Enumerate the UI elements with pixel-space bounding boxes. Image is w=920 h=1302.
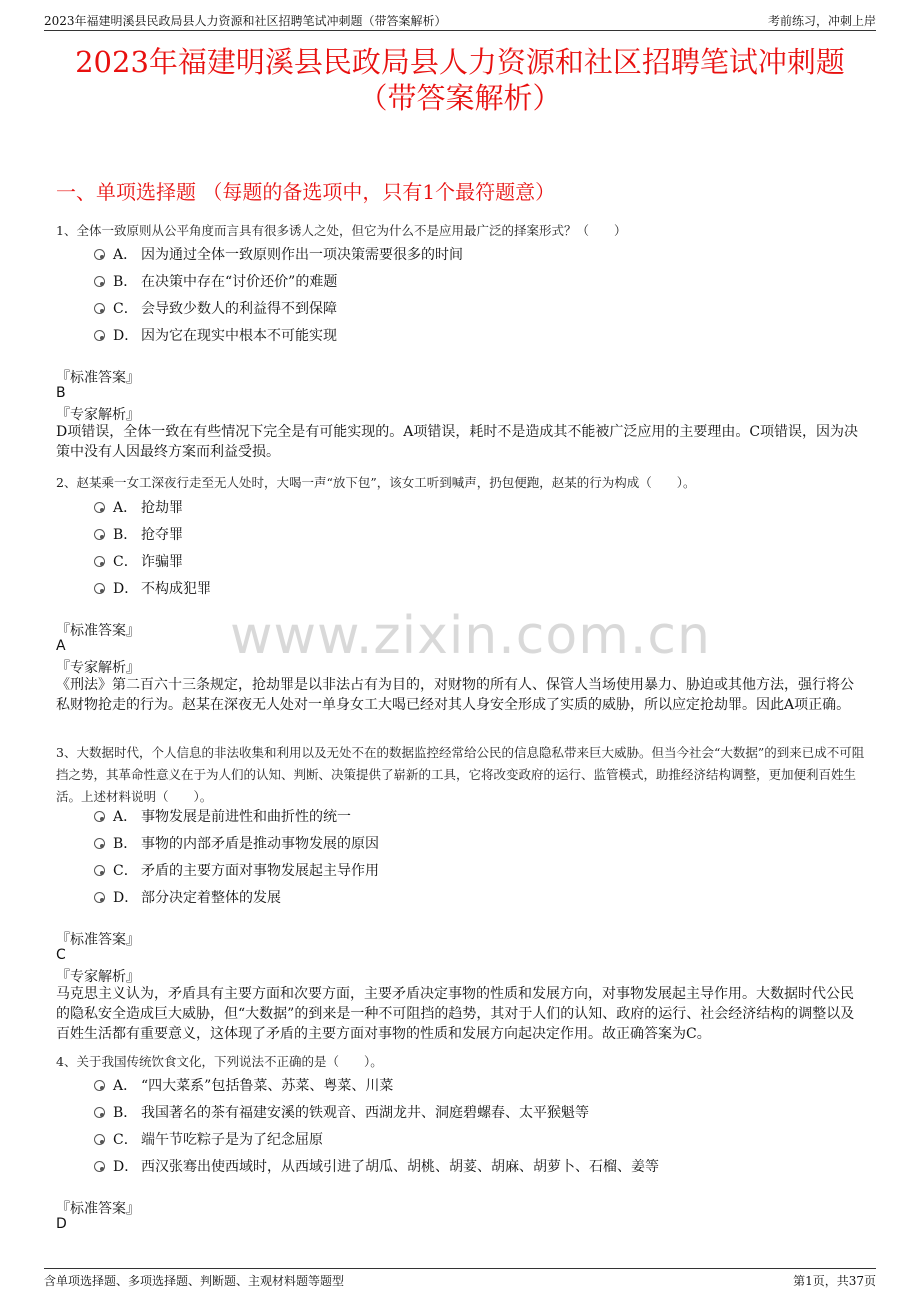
option-1b[interactable]: B． 在决策中存在“讨价还价”的难题 — [94, 271, 337, 291]
radio-icon[interactable] — [94, 303, 105, 314]
page-header — [44, 10, 876, 31]
header-doc-title: 2023年福建明溪县民政局县人力资源和社区招聘笔试冲刺题（带答案解析） — [44, 14, 447, 28]
option-4c[interactable]: C． 端午节吃粽子是为了纪念屈原 — [94, 1129, 323, 1149]
option-3c[interactable]: C． 矛盾的主要方面对事物发展起主导作用 — [94, 860, 379, 880]
answer-label-1: 『标准答案』 — [56, 370, 140, 386]
radio-icon[interactable] — [94, 502, 105, 513]
page-footer — [44, 1268, 876, 1289]
analysis-text-2: 《刑法》第二百六十三条规定，抢劫罪是以非法占有为目的，对财物的所有人、保管人当场使用暴力、胁迫或其他方法，强行将公私财物抢走的行为。赵某在深夜无人处对一单身女工大喝已经对其人身安全形成了实质的威胁，所以应定抢劫罪。因此A项正确。 — [56, 677, 854, 713]
option-2c[interactable]: C． 诈骗罪 — [94, 551, 183, 571]
page-number: 第1页，共37页 — [793, 1274, 876, 1288]
option-2b[interactable]: B． 抢夺罪 — [94, 524, 183, 544]
radio-icon[interactable] — [94, 811, 105, 822]
title-line-2: （带答案解析） — [358, 81, 562, 115]
answer-value-3: C — [56, 947, 66, 963]
radio-icon[interactable] — [94, 838, 105, 849]
option-1d[interactable]: D． 因为它在现实中根本不可能实现 — [94, 325, 337, 345]
radio-icon[interactable] — [94, 1134, 105, 1145]
analysis-label-2: 『专家解析』 — [56, 660, 140, 676]
footer-question-types: 含单项选择题、多项选择题、判断题、主观材料题等题型 — [44, 1274, 345, 1288]
answer-value-2: A — [56, 638, 66, 654]
option-2d[interactable]: D． 不构成犯罪 — [94, 578, 211, 598]
option-3b[interactable]: B． 事物的内部矛盾是推动事物发展的原因 — [94, 833, 379, 853]
option-1c[interactable]: C． 会导致少数人的利益得不到保障 — [94, 298, 337, 318]
answer-label-2: 『标准答案』 — [56, 623, 140, 639]
option-2a[interactable]: A． 抢劫罪 — [94, 497, 183, 517]
analysis-text-1: D项错误，全体一致在有些情况下完全是有可能实现的。A项错误，耗时不是造成其不能被广泛应用的主要理由。C项错误，因为决策中没有人因最终方案而利益受损。 — [56, 424, 859, 460]
option-4b[interactable]: B． 我国著名的茶有福建安溪的铁观音、西湖龙井、洞庭碧螺春、太平猴魁等 — [94, 1102, 589, 1122]
option-3a[interactable]: A． 事物发展是前进性和曲折性的统一 — [94, 806, 351, 826]
watermark: www.zixin.com.cn — [230, 606, 711, 666]
question-stem-3: 3、大数据时代，个人信息的非法收集和利用以及无处不在的数据监控经常给公民的信息隐私带来巨大威胁。但当今社会“大数据”的到来已成不可阻挡之势，其革命性意义在于为人们的认知、判断、决策提供了崭新的工具，它将改变政府的运行、监管模式，助推经济结构调整，更加便利百姓生活。上述材料说明（ ）。 — [56, 745, 865, 804]
option-4a[interactable]: A． “四大菜系”包括鲁菜、苏菜、粤菜、川菜 — [94, 1075, 393, 1095]
answer-value-4: D — [56, 1216, 67, 1232]
document-title — [0, 44, 920, 116]
radio-icon[interactable] — [94, 556, 105, 567]
analysis-text-3: 马克思主义认为，矛盾具有主要方面和次要方面，主要矛盾决定事物的性质和发展方向，对事物发展起主导作用。大数据时代公民的隐私安全造成巨大威胁，但“大数据”的到来是一种不可阻挡的趋势，其对于人们的认知、政府的运行、社会经济结构的调整以及百姓生活都有重要意义，这体现了矛盾的主要方面对事物的性质和发展方向起决定作用。故正确答案为C。 — [56, 986, 855, 1042]
radio-icon[interactable] — [94, 892, 105, 903]
title-line-1: 2023年福建明溪县民政局县人力资源和社区招聘笔试冲刺题 — [75, 45, 845, 79]
question-stem-2: 2、赵某乘一女工深夜行走至无人处时，大喝一声“放下包”，该女工听到喊声，扔包便跑，赵某的行为构成（ ）。 — [56, 475, 696, 490]
radio-icon[interactable] — [94, 330, 105, 341]
radio-icon[interactable] — [94, 529, 105, 540]
radio-icon[interactable] — [94, 1161, 105, 1172]
radio-icon[interactable] — [94, 865, 105, 876]
analysis-label-1: 『专家解析』 — [56, 407, 140, 423]
option-4d[interactable]: D． 西汉张骞出使西域时，从西域引进了胡瓜、胡桃、胡荽、胡麻、胡萝卜、石榴、姜等 — [94, 1156, 659, 1176]
radio-icon[interactable] — [94, 1107, 105, 1118]
header-slogan: 考前练习，冲刺上岸 — [767, 14, 876, 28]
radio-icon[interactable] — [94, 249, 105, 260]
radio-icon[interactable] — [94, 1080, 105, 1091]
answer-label-3: 『标准答案』 — [56, 932, 140, 948]
answer-label-4: 『标准答案』 — [56, 1201, 140, 1217]
option-1a[interactable]: A． 因为通过全体一致原则作出一项决策需要很多的时间 — [94, 244, 463, 264]
option-3d[interactable]: D． 部分决定着整体的发展 — [94, 887, 281, 907]
analysis-label-3: 『专家解析』 — [56, 969, 140, 985]
section-title: 一、单项选择题 （每题的备选项中，只有1个最符题意） — [56, 180, 556, 204]
radio-icon[interactable] — [94, 583, 105, 594]
answer-value-1: B — [56, 385, 66, 401]
radio-icon[interactable] — [94, 276, 105, 287]
question-stem-1: 1、全体一致原则从公平角度而言具有很多诱人之处，但它为什么不是应用最广泛的择案形式？（ ） — [56, 223, 627, 238]
question-stem-4: 4、关于我国传统饮食文化，下列说法不正确的是（ ）。 — [56, 1054, 383, 1069]
